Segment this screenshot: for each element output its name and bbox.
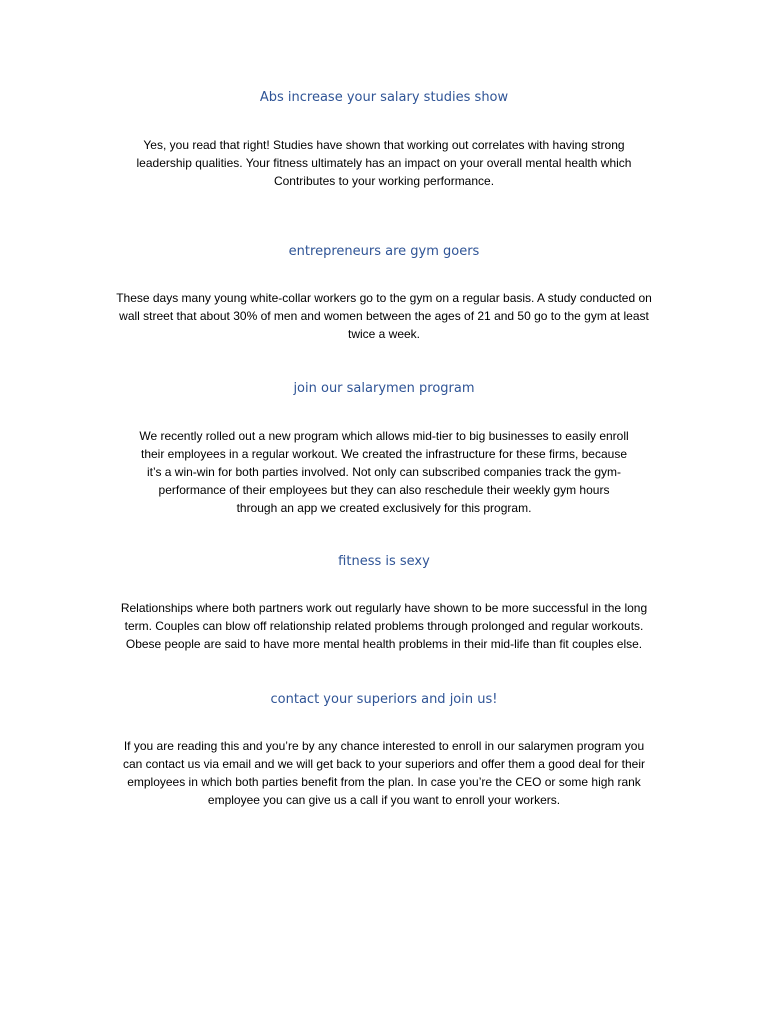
section-2-heading: entrepreneurs are gym goers bbox=[288, 244, 480, 259]
section-3-heading: join our salarymen program bbox=[293, 381, 475, 396]
paragraph-line: Obese people are said to have more mental health problems in their mid-life than fit couples else. bbox=[125, 637, 643, 651]
paragraph-line: Relationships where both partners work out regularly have shown to be more successful in the long bbox=[120, 601, 648, 615]
paragraph-line: it’s a win-win for both parties involved. Not only can subscribed companies track the gym- bbox=[147, 465, 621, 479]
section-2-paragraph bbox=[80, 289, 688, 343]
paragraph-line: employee you can give us a call if you want to enroll your workers. bbox=[207, 793, 561, 807]
paragraph-line: Yes, you read that right! Studies have shown that working out correlates with having strong bbox=[143, 138, 625, 152]
paragraph-line: leadership qualities. Your fitness ultimately has an impact on your overall mental health which bbox=[136, 156, 632, 170]
paragraph-line: wall street that about 30% of men and women between the ages of 21 and 50 go to the gym at least bbox=[119, 309, 649, 323]
paragraph-line: twice a week. bbox=[347, 327, 421, 341]
paragraph-line: can contact us via email and we will get back to your superiors and offer them a good deal for their bbox=[122, 757, 646, 771]
section-1-heading: Abs increase your salary studies show bbox=[259, 90, 509, 105]
paragraph-line: Contributes to your working performance. bbox=[273, 174, 495, 188]
section-4-paragraph bbox=[80, 599, 688, 653]
section-5-heading: contact your superiors and join us! bbox=[270, 692, 498, 707]
paragraph-line: through an app we created exclusively for this program. bbox=[236, 501, 532, 515]
paragraph-line: We recently rolled out a new program which allows mid-tier to big businesses to easily enroll bbox=[139, 429, 629, 443]
section-3-paragraph bbox=[120, 427, 648, 517]
section-4-heading: fitness is sexy bbox=[338, 554, 430, 569]
paragraph-line: performance of their employees but they can also reschedule their weekly gym hours bbox=[158, 483, 610, 497]
paragraph-line: employees in which both parties benefit from the plan. In case you’re the CEO or some high rank bbox=[127, 775, 641, 789]
paragraph-line: their employees in a regular workout. We created the infrastructure for these firms, because bbox=[140, 447, 627, 461]
paragraph-line: If you are reading this and you’re by any chance interested to enroll in our salarymen program you bbox=[123, 739, 645, 753]
paragraph-line: These days many young white-collar workers go to the gym on a regular basis. A study conducted on bbox=[116, 291, 652, 305]
section-5-paragraph bbox=[80, 737, 688, 809]
section-1-paragraph bbox=[80, 136, 688, 190]
paragraph-line: term. Couples can blow off relationship related problems through prolonged and regular workouts. bbox=[124, 619, 644, 633]
